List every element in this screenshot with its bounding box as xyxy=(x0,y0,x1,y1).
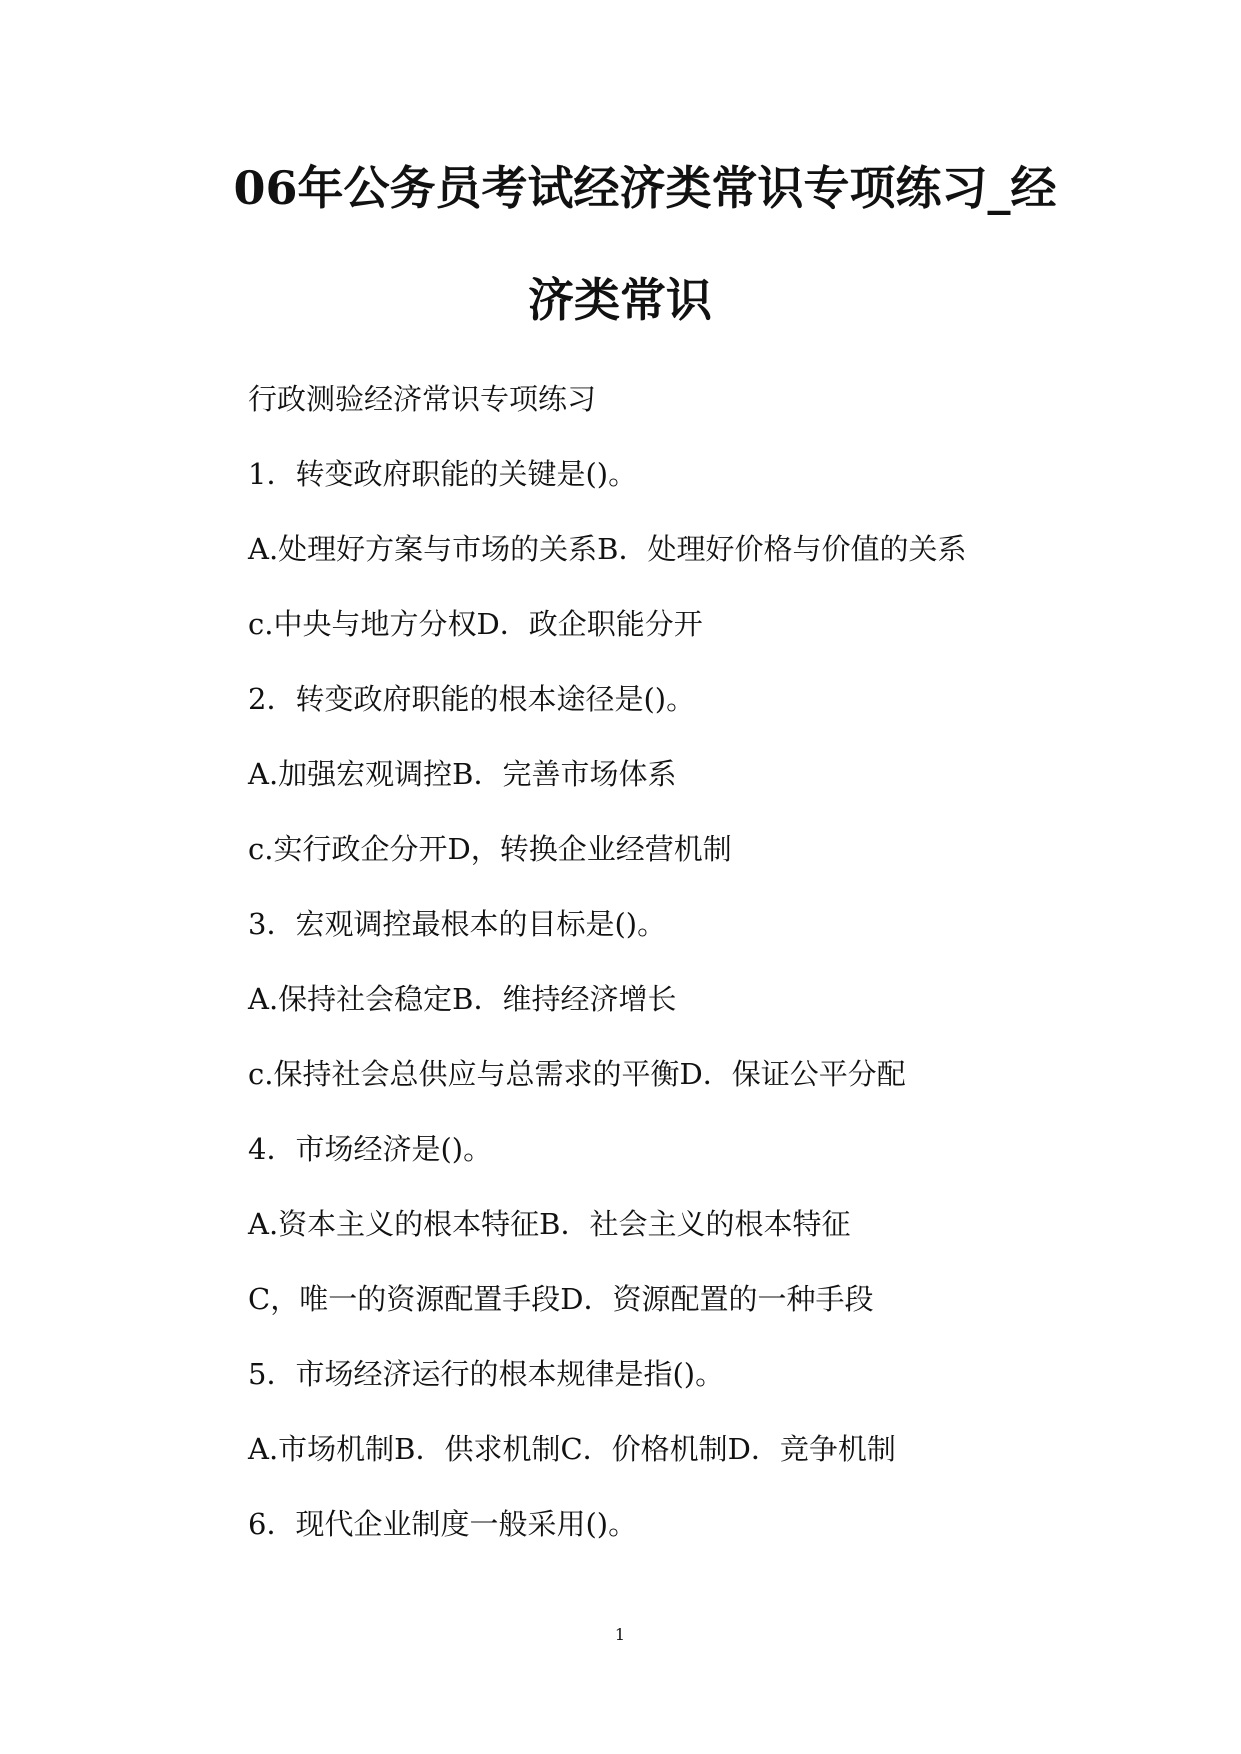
question-5-options: A.市场机制B．供求机制C．价格机制D．竞争机制 xyxy=(248,1432,896,1466)
question-3-options-cd: c.保持社会总供应与总需求的平衡D．保证公平分配 xyxy=(248,1057,906,1091)
question-2-options-cd: c.实行政企分开D，转换企业经营机制 xyxy=(248,832,732,866)
question-5: 5．市场经济运行的根本规律是指()。 xyxy=(248,1357,725,1391)
question-6: 6．现代企业制度一般采用()。 xyxy=(248,1507,638,1541)
page-number: 1 xyxy=(614,1625,626,1644)
question-3-options-ab: A.保持社会稳定B．维持经济增长 xyxy=(248,982,677,1016)
question-1-options-ab: A.处理好方案与市场的关系B．处理好价格与价值的关系 xyxy=(248,532,967,566)
document-title-line-2: 济类常识 xyxy=(528,273,712,327)
question-4: 4．市场经济是()。 xyxy=(248,1132,493,1166)
question-1: 1．转变政府职能的关键是()。 xyxy=(248,457,638,491)
question-4-options-cd: C，唯一的资源配置手段D．资源配置的一种手段 xyxy=(248,1282,874,1316)
question-4-options-ab: A.资本主义的根本特征B．社会主义的根本特征 xyxy=(248,1207,851,1241)
question-2-options-ab: A.加强宏观调控B．完善市场体系 xyxy=(248,757,677,791)
section-heading: 行政测验经济常识专项练习 xyxy=(248,382,597,416)
document-title-line-1: 06年公务员考试经济类常识专项练习_经 xyxy=(233,161,1057,215)
question-1-options-cd: c.中央与地方分权D．政企职能分开 xyxy=(248,607,703,641)
question-3: 3．宏观调控最根本的目标是()。 xyxy=(248,907,667,941)
question-2: 2．转变政府职能的根本途径是()。 xyxy=(248,682,696,716)
